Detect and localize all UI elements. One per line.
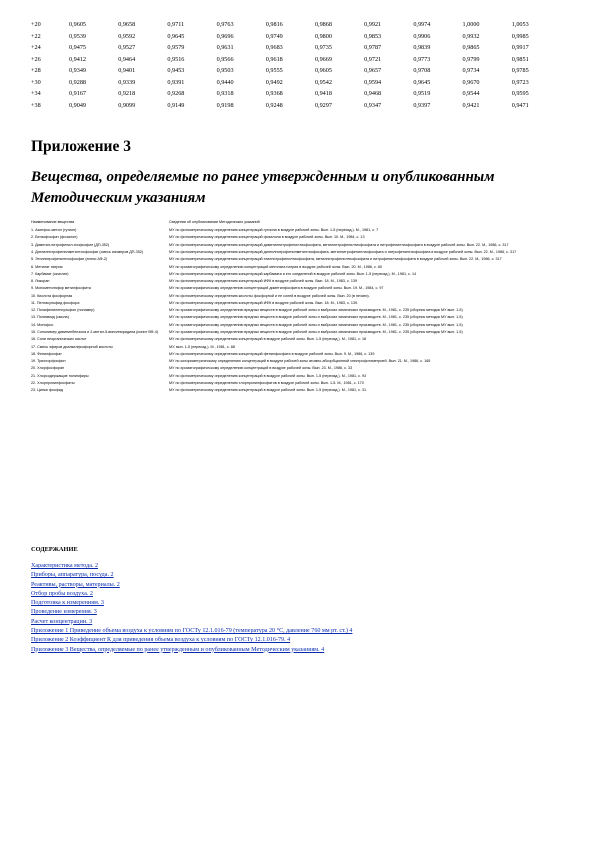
coefficient-cell: 0,9658 bbox=[118, 21, 136, 29]
coefficient-cell: 0,9453 bbox=[167, 67, 185, 75]
coefficient-cell: 1,0053 bbox=[511, 21, 529, 29]
substance-name: 4. Диэтилнитрофенилметилтиофосфат (смесь изомеров ДП-352) bbox=[31, 249, 144, 254]
coefficient-cell: 0,9368 bbox=[265, 90, 283, 98]
publication-info: МУ по фотометрическому определению кислоты фосфорной и ее солей в воздухе рабочей зоны. Вып. 20 (в печати). bbox=[169, 293, 370, 298]
publication-info: МУ по фотометрическому определению концентраций диэтилнитрофенилметилтиофосфата, метилнитрофенилтиофосфата и нитрофенилтиофосфата в воздухе рабочей зоны. Вып. 22. М., 1986, с. 317 bbox=[169, 249, 517, 254]
section-heading: Вещества, определяемые по ранее утвержденным и опубликованным Методическим указаниям bbox=[31, 169, 495, 206]
coefficient-cell: 0,9492 bbox=[265, 78, 283, 86]
substance-name: 8. Ликоран bbox=[31, 279, 50, 284]
table-row bbox=[31, 279, 561, 286]
toc-link[interactable]: Расчет концентрации. 3 bbox=[31, 618, 93, 625]
coefficient-cell: 0,9297 bbox=[314, 101, 332, 109]
coefficient-cell: 0,9932 bbox=[462, 32, 480, 40]
toc-link[interactable]: Отбор пробы воздуха. 2 bbox=[31, 590, 93, 597]
coefficient-cell: 0,9605 bbox=[69, 21, 87, 29]
table-row bbox=[31, 286, 561, 293]
coefficient-cell: 0,9464 bbox=[118, 55, 136, 63]
coefficient-cell: 0,9618 bbox=[265, 55, 283, 63]
publication-info: МУ по фотометрическому определению концентраций ИФК в воздухе рабочей зоны. Вып. 18. М., 1983, с. 139 bbox=[169, 279, 358, 284]
temperature-cell: +20 bbox=[31, 21, 41, 29]
substances-table bbox=[31, 220, 561, 396]
table-row bbox=[31, 31, 561, 43]
publication-info: МУ по фотометрическому определению хлорпропилфосфатов в воздухе рабочей зоны. Вып. 1-5. М., 1981, с. 170 bbox=[169, 381, 364, 385]
list-item bbox=[31, 646, 352, 655]
toc-link[interactable]: Приложение 1 Приведение объема воздуха к условиям по ГОСТу 12.1.016-79 (температура 20 °С, давление 760 мм рт. ст.) 4 bbox=[31, 628, 353, 635]
coefficient-cell: 0,9787 bbox=[364, 44, 382, 52]
table-row bbox=[31, 228, 561, 235]
coefficient-cell: 0,9734 bbox=[462, 67, 480, 75]
table-row bbox=[31, 388, 561, 395]
coefficient-cell: 0,9167 bbox=[69, 90, 87, 98]
coefficient-cell: 0,9418 bbox=[314, 90, 332, 98]
toc-list bbox=[31, 562, 352, 655]
substance-name: 2. Бензофосфат (фозалон) bbox=[31, 235, 78, 240]
list-item bbox=[31, 571, 352, 580]
substance-name: 17. Смесь эфиров диалкилфосфорной кислоты bbox=[31, 344, 113, 349]
table-row bbox=[31, 330, 561, 337]
publication-info: МУ, вып. 1-5 (переизд.). М., 1981, с. 88 bbox=[169, 344, 235, 349]
coefficient-cell: 0,9579 bbox=[167, 44, 185, 52]
table-row bbox=[31, 294, 561, 301]
coefficient-cell: 0,9670 bbox=[462, 78, 480, 86]
header-substance-name: Наименование вещества bbox=[31, 220, 75, 224]
temperature-cell: +26 bbox=[31, 55, 41, 63]
temperature-cell: +28 bbox=[31, 67, 41, 75]
substance-name: 12. Полифениленсульфон (полимер) bbox=[31, 308, 95, 313]
coefficient-cell: 0,9440 bbox=[216, 78, 234, 86]
table-row bbox=[31, 54, 561, 66]
temperature-cell: +22 bbox=[31, 32, 41, 40]
substance-name: 7. Карбамат (оксилат) bbox=[31, 271, 69, 276]
substance-name: 9. Монометилэфир метилфосфита bbox=[31, 286, 91, 291]
appendix-title: Приложение 3 bbox=[31, 138, 131, 155]
toc-link[interactable]: Проведение измерения. 3 bbox=[31, 609, 97, 616]
publication-info: МУ по хроматографическому определению вредных веществ в воздухе рабочей зоны и выбросах химических производств. М., 1981, с. 235 (сборник методик МУ вып. 1-5) bbox=[169, 308, 463, 313]
coefficient-cell: 0,9544 bbox=[462, 90, 480, 98]
table-row bbox=[31, 265, 561, 272]
coefficient-cell: 0,9516 bbox=[167, 55, 185, 63]
publication-info: МУ по фотометрическому определению концентраций фенилфосфата в воздухе рабочей зоны. Вып. 9. М., 1986, с. 139 bbox=[169, 351, 375, 356]
coefficient-cell: 0,9401 bbox=[118, 67, 136, 75]
coefficient-cell: 0,9349 bbox=[69, 67, 87, 75]
table-row bbox=[31, 359, 561, 366]
coefficient-cell: 0,9763 bbox=[216, 21, 234, 29]
substance-name: 18. Фенилфосфат bbox=[31, 351, 62, 356]
coefficient-cell: 0,9657 bbox=[364, 67, 382, 75]
substance-name: 1. Азинфос-метил (гутион) bbox=[31, 228, 77, 233]
table-row bbox=[31, 257, 561, 264]
coefficient-cell: 0,9519 bbox=[413, 90, 431, 98]
table-row bbox=[31, 19, 561, 31]
coefficient-cell: 0,9471 bbox=[511, 101, 529, 109]
temperature-cell: +38 bbox=[31, 101, 41, 109]
list-item bbox=[31, 599, 352, 608]
coefficient-cell: 0,9248 bbox=[265, 101, 283, 109]
publication-info: МУ по хроматографическому определению вредных веществ в воздухе рабочей зоны и выбросах химических производств. М., 1981, с. 235 (сборник методик МУ вып. 1-5) bbox=[169, 330, 463, 335]
temperature-cell: +34 bbox=[31, 90, 41, 98]
publication-info: МУ по фотометрическому определению концентраций фозалона в воздухе рабочей зоны. Вып. 10. М., 1984, с. 13 bbox=[169, 235, 365, 240]
coefficient-cell: 0,9696 bbox=[216, 32, 234, 40]
coefficient-cell: 0,9906 bbox=[413, 32, 431, 40]
table-row bbox=[31, 323, 561, 330]
substance-name: 13. Полиамид (смола) bbox=[31, 315, 69, 320]
table-row bbox=[31, 235, 561, 242]
coefficient-cell: 0,9268 bbox=[167, 90, 185, 98]
substance-name: 20. Хлорфосфоран bbox=[31, 366, 65, 371]
coefficient-cell: 0,9851 bbox=[511, 55, 529, 63]
table-row bbox=[31, 374, 561, 381]
table-row bbox=[31, 337, 561, 344]
publication-info: МУ по хроматографическому определению концентраций диметилфосфита в воздухе рабочей зоны. Вып. 19. М., 1984, с. 97 bbox=[169, 286, 384, 291]
coefficient-cell: 0,9318 bbox=[216, 90, 234, 98]
temperature-cell: +30 bbox=[31, 78, 41, 86]
coefficient-cell: 0,9288 bbox=[69, 78, 87, 86]
list-item bbox=[31, 636, 352, 645]
publication-info: МУ по фотометрическому определению концентраций карбамата и его соединений в воздухе рабочей зоны. Вып. 1-5 (переизд.). М., 1981, с. 14 bbox=[169, 271, 417, 276]
coefficient-cell: 0,9468 bbox=[364, 90, 382, 98]
coefficient-cell: 0,9218 bbox=[118, 90, 136, 98]
coefficient-cell: 0,9555 bbox=[265, 67, 283, 75]
coefficient-cell: 0,9773 bbox=[413, 55, 431, 63]
substance-name: 3. Диметил-нитрофенил-тиофосфат (ДП-352) bbox=[31, 242, 110, 247]
coefficient-cell: 0,9595 bbox=[511, 90, 529, 98]
coefficient-cell: 0,9594 bbox=[364, 78, 382, 86]
coefficient-cell: 0,9868 bbox=[314, 21, 332, 29]
publication-info: МУ по колориметрическому определению концентраций в воздухе рабочей зоны атомно-абсорбционной спектрофотометрией. Вып. 21. М., 1986, с. 165 bbox=[169, 359, 431, 364]
table-row bbox=[31, 308, 561, 315]
toc-link[interactable]: Приборы, аппаратура, посуда. 2 bbox=[31, 572, 114, 579]
substance-name: 5. Этилнитрофенилтиофосфат (антио АФ-2) bbox=[31, 257, 108, 262]
substance-name: 6. Метилат натрия bbox=[31, 264, 63, 269]
coefficient-cell: 0,9566 bbox=[216, 55, 234, 63]
publication-info: МУ по хроматографическому определению вредных веществ в воздухе рабочей зоны и выбросах химических производств. М., 1981, с. 235 (сборник методик МУ вып. 1-5) bbox=[169, 322, 463, 327]
publication-info: МУ по фотометрическому определению концентраций этилнитрофенилтиофосфата, метилнитрофенилтиофосфата и нитрофенилтиофосфата в воздухе рабочей зоны. Вып. 22. М., 1986, с. 317 bbox=[169, 257, 502, 262]
coefficient-cell: 0,9669 bbox=[314, 55, 332, 63]
publication-info: МУ по хроматографическому определению концентраций метилата натрия в воздухе рабочей зоны. Вып. 20. М., 1986, с. 60 bbox=[169, 264, 382, 269]
coefficient-cell: 0,9631 bbox=[216, 44, 234, 52]
table-row bbox=[31, 315, 561, 322]
substance-name: 23. Цинка фосфид bbox=[31, 388, 63, 393]
coefficient-cell: 0,9542 bbox=[314, 78, 332, 86]
table-row bbox=[31, 301, 561, 308]
publication-info: МУ по фотометрическому определению концентраций в воздухе рабочей зоны. Вып. 1-5 (переизд.). М., 1981, с. 18 bbox=[169, 337, 367, 342]
table-row bbox=[31, 88, 561, 100]
publication-info: МУ по фотометрическому определению концентраций диметилнитрофенилтиофосфата, метилнитрофенилтиофосфата и нитрофенилтиофосфата в воздухе рабочей зоны. Вып. 22. М., 1986, с. 317 bbox=[169, 242, 509, 247]
coefficient-cell: 0,9527 bbox=[118, 44, 136, 52]
coefficient-cell: 0,9503 bbox=[216, 67, 234, 75]
table-row bbox=[31, 42, 561, 54]
coefficient-cell: 0,9839 bbox=[413, 44, 431, 52]
coefficient-cell: 0,9605 bbox=[314, 67, 332, 75]
toc-link[interactable]: Приложение 3 Вещества, определяемые по ранее утвержденным и опубликованным Методическим указаниям. 4 bbox=[31, 646, 325, 653]
list-item bbox=[31, 590, 352, 599]
table-row bbox=[31, 65, 561, 77]
table-row bbox=[31, 381, 561, 388]
toc-link[interactable]: Приложение 2 Коэффициент К для приведения объема воздуха к условиям по ГОСТу 12.1.016-79. 4 bbox=[31, 637, 291, 644]
coefficient-cell: 0,9475 bbox=[69, 44, 87, 52]
substance-name: 21. Хлорсодержащие полиэфиры bbox=[31, 373, 89, 378]
coefficient-cell: 0,9974 bbox=[413, 21, 431, 29]
toc-link[interactable]: Подготовка к измерениям. 3 bbox=[31, 600, 104, 607]
list-item bbox=[31, 627, 352, 636]
list-item bbox=[31, 608, 352, 617]
table-row bbox=[31, 250, 561, 257]
substance-name: 11. Пентасульфид фосфора bbox=[31, 300, 80, 305]
coefficient-cell: 0,9723 bbox=[511, 78, 529, 86]
list-item bbox=[31, 618, 352, 627]
coefficient-cell: 0,9645 bbox=[167, 32, 185, 40]
publication-info: МУ по фотометрическому определению концентраций гутиона в воздухе рабочей зоны. Вып. 1-5 (переизд.). М., 1981, с. 7 bbox=[169, 228, 379, 233]
table-row bbox=[31, 366, 561, 373]
substance-name: 16. Соли неорганических кислот bbox=[31, 337, 87, 342]
coefficient-cell: 0,9985 bbox=[511, 32, 529, 40]
substance-name: 14. Монофос bbox=[31, 322, 54, 327]
coefficient-cell: 0,9800 bbox=[314, 32, 332, 40]
table-header-row bbox=[31, 220, 561, 228]
table-row bbox=[31, 243, 561, 250]
coefficient-cell: 1,0000 bbox=[462, 21, 480, 29]
coefficient-cell: 0,9865 bbox=[462, 44, 480, 52]
coefficient-cell: 0,9735 bbox=[314, 44, 332, 52]
publication-info: МУ по фотометрическому определению концентраций в воздухе рабочей зоны. Вып. 1-5 (переизд.). М., 1981, с. 93 bbox=[169, 373, 367, 378]
coefficient-cell: 0,9539 bbox=[69, 32, 87, 40]
coefficient-cell: 0,9683 bbox=[265, 44, 283, 52]
coefficient-cell: 0,9708 bbox=[413, 67, 431, 75]
coefficient-cell: 0,9391 bbox=[167, 78, 185, 86]
coefficient-cell: 0,9592 bbox=[118, 32, 136, 40]
substance-name: 15. Сополимер дивинилбензола и 2-метил-5-винилпиридина (ионит ВФ-4) bbox=[31, 330, 158, 335]
coefficient-cell: 0,9917 bbox=[511, 44, 529, 52]
toc-link[interactable]: Реактивы, растворы, материалы. 2 bbox=[31, 581, 120, 588]
coefficient-cell: 0,9853 bbox=[364, 32, 382, 40]
coefficient-cell: 0,9049 bbox=[69, 101, 87, 109]
publication-info: МУ по фотометрическому определению концентраций в воздухе рабочей зоны. Вып. 1-5 (переизд.). М., 1981, с. 31. bbox=[169, 388, 368, 393]
list-item bbox=[31, 581, 352, 590]
publication-info: МУ по хроматографическому определению концентраций в воздухе рабочей зоны. Вып. 23. М., 1986, с. 33 bbox=[169, 366, 353, 371]
table-row bbox=[31, 352, 561, 359]
temperature-cell: +24 bbox=[31, 44, 41, 52]
toc-link[interactable]: Характеристика метода. 2 bbox=[31, 563, 99, 569]
table-row bbox=[31, 272, 561, 279]
substance-name: 10. Кислота фосфорная bbox=[31, 293, 73, 298]
coefficient-cell: 0,9149 bbox=[167, 101, 185, 109]
conversion-coefficient-table bbox=[31, 19, 561, 111]
coefficient-cell: 0,9921 bbox=[364, 21, 382, 29]
coefficient-cell: 0,9412 bbox=[69, 55, 87, 63]
table-row bbox=[31, 100, 561, 112]
list-item bbox=[31, 562, 352, 571]
table-row bbox=[31, 345, 561, 352]
substance-name: 19. Трихлорфосфин bbox=[31, 359, 66, 364]
coefficient-cell: 0,9099 bbox=[118, 101, 136, 109]
publication-info: МУ по хроматографическому определению вредных веществ в воздухе рабочей зоны и выбросах химических производств. М., 1981, с. 235 (сборник методик МУ вып. 1-5) bbox=[169, 315, 463, 320]
coefficient-cell: 0,9645 bbox=[413, 78, 431, 86]
coefficient-cell: 0,9749 bbox=[265, 32, 283, 40]
coefficient-cell: 0,9339 bbox=[118, 78, 136, 86]
coefficient-cell: 0,9421 bbox=[462, 101, 480, 109]
table-row bbox=[31, 77, 561, 89]
coefficient-cell: 0,9397 bbox=[413, 101, 431, 109]
coefficient-cell: 0,9711 bbox=[167, 21, 185, 29]
toc-title: СОДЕРЖАНИЕ bbox=[31, 546, 78, 553]
coefficient-cell: 0,9198 bbox=[216, 101, 234, 109]
coefficient-cell: 0,9721 bbox=[364, 55, 382, 63]
coefficient-cell: 0,9799 bbox=[462, 55, 480, 63]
coefficient-cell: 0,9347 bbox=[364, 101, 382, 109]
coefficient-cell: 0,9785 bbox=[511, 67, 529, 75]
coefficient-cell: 0,9816 bbox=[265, 21, 283, 29]
publication-info: МУ по фотометрическому определению концентраций ИФК в воздухе рабочей зоны. Вып. 18. М., 1983, с. 139. bbox=[169, 300, 359, 305]
header-publication-info: Сведения об опубликовании Методических указаний bbox=[169, 220, 260, 224]
substance-name: 22. Хлорпропилфосфаты bbox=[31, 381, 75, 385]
